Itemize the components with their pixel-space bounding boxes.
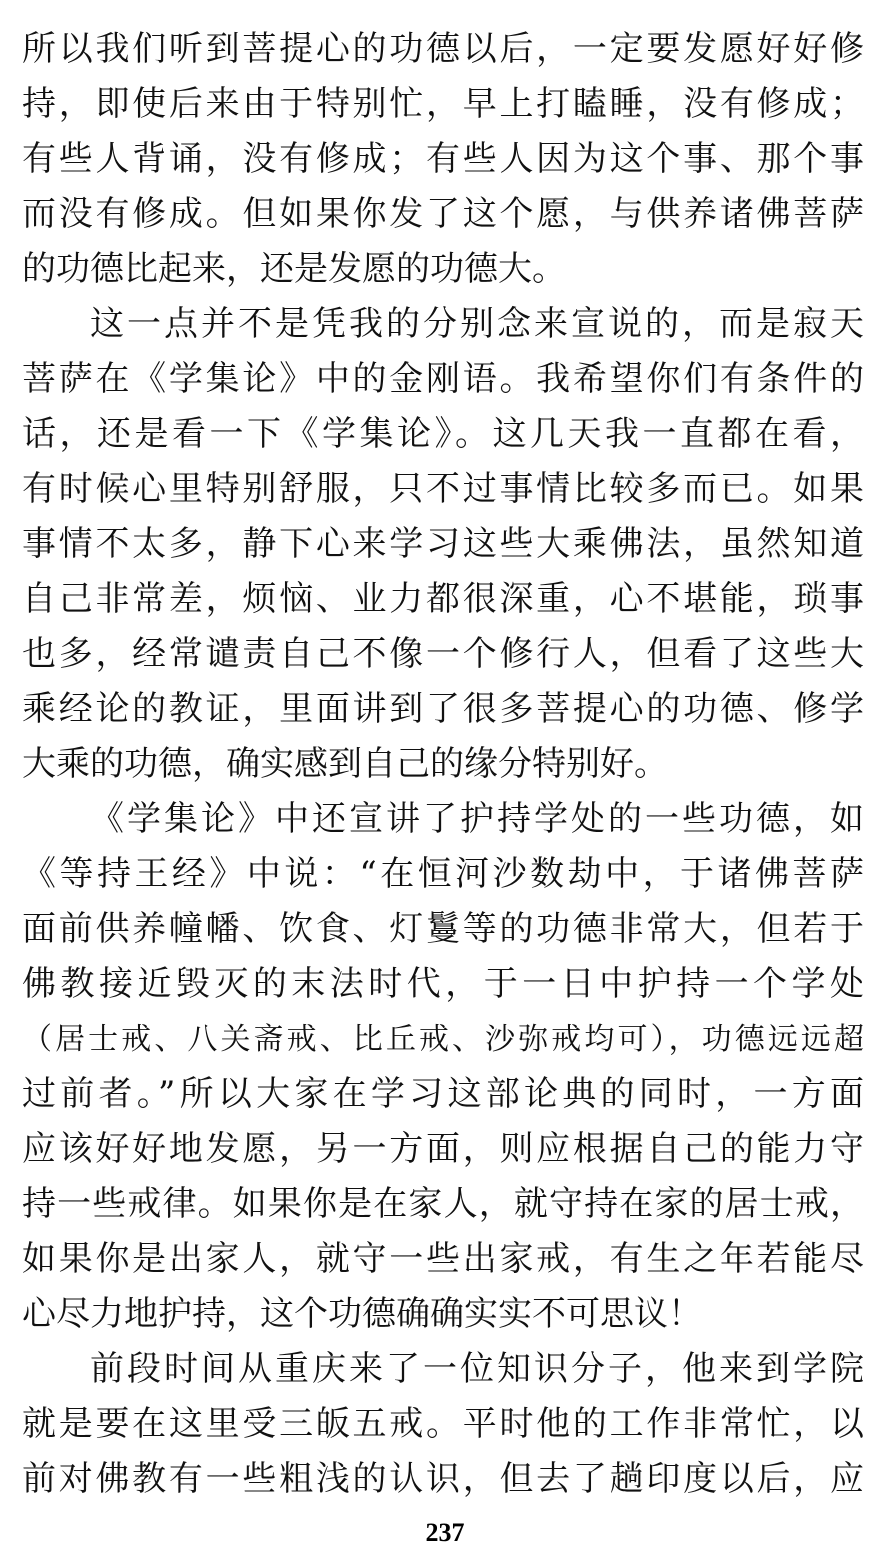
- text-line: 《等持王经》中说：“在恒河沙数劫中，于诸佛菩萨: [22, 854, 864, 894]
- text-line: 过前者。”所以大家在学习这部论典的同时，一方面: [22, 1074, 864, 1114]
- text-line: 所以我们听到菩提心的功德以后，一定要发愿好好修: [22, 29, 864, 69]
- text-line: 持一些戒律。如果你是在家人，就守持在家的居士戒，: [22, 1184, 864, 1224]
- text-line: 佛教接近毁灭的末法时代，于一日中护持一个学处: [22, 964, 864, 1004]
- text-line: 大乘的功德，确实感到自己的缘分特别好。: [22, 744, 668, 784]
- paragraph-first-line: 《学集论》中还宣讲了护持学处的一些功德，如: [90, 799, 864, 839]
- text-line: 就是要在这里受三皈五戒。平时他的工作非常忙，以: [22, 1404, 864, 1444]
- text-line: 的功德比起来，还是发愿的功德大。: [22, 249, 566, 289]
- paragraph-first-line: 这一点并不是凭我的分别念来宣说的，而是寂天: [90, 304, 864, 344]
- page-number: 237: [425, 1518, 465, 1547]
- text-line: 应该好好地发愿，另一方面，则应根据自己的能力守: [22, 1129, 864, 1169]
- text-line: 自己非常差，烦恼、业力都很深重，心不堪能，琐事: [22, 579, 864, 619]
- text-line: 如果你是出家人，就守一些出家戒，有生之年若能尽: [22, 1239, 864, 1279]
- text-line: 乘经论的教证，里面讲到了很多菩提心的功德、修学: [22, 689, 864, 729]
- text-line: 心尽力地护持，这个功德确确实实不可思议！: [22, 1294, 702, 1334]
- text-line: 持，即使后来由于特别忙，早上打瞌睡，没有修成；: [22, 84, 864, 124]
- text-line: 事情不太多，静下心来学习这些大乘佛法，虽然知道: [22, 524, 864, 564]
- paragraph-first-line: 前段时间从重庆来了一位知识分子，他来到学院: [90, 1349, 864, 1389]
- text-line: 话，还是看一下《学集论》。这几天我一直都在看，: [22, 414, 864, 454]
- text-line: 而没有修成。但如果你发了这个愿，与供养诸佛菩萨: [22, 194, 864, 234]
- text-line: 有些人背诵，没有修成；有些人因为这个事、那个事: [22, 139, 864, 179]
- text-line: （居士戒、八关斋戒、比丘戒、沙弥戒均可），功德远远超: [22, 1022, 864, 1057]
- text-line: 有时候心里特别舒服，只不过事情比较多而已。如果: [22, 469, 864, 509]
- text-line: 也多，经常谴责自己不像一个修行人，但看了这些大: [22, 634, 864, 674]
- text-line: 面前供养幢幡、饮食、灯鬘等的功德非常大，但若于: [22, 909, 864, 949]
- body-text: [22, 22, 864, 1507]
- text-line: 前对佛教有一些粗浅的认识，但去了趟印度以后，应: [22, 1459, 864, 1499]
- text-line: 菩萨在《学集论》中的金刚语。我希望你们有条件的: [22, 359, 864, 399]
